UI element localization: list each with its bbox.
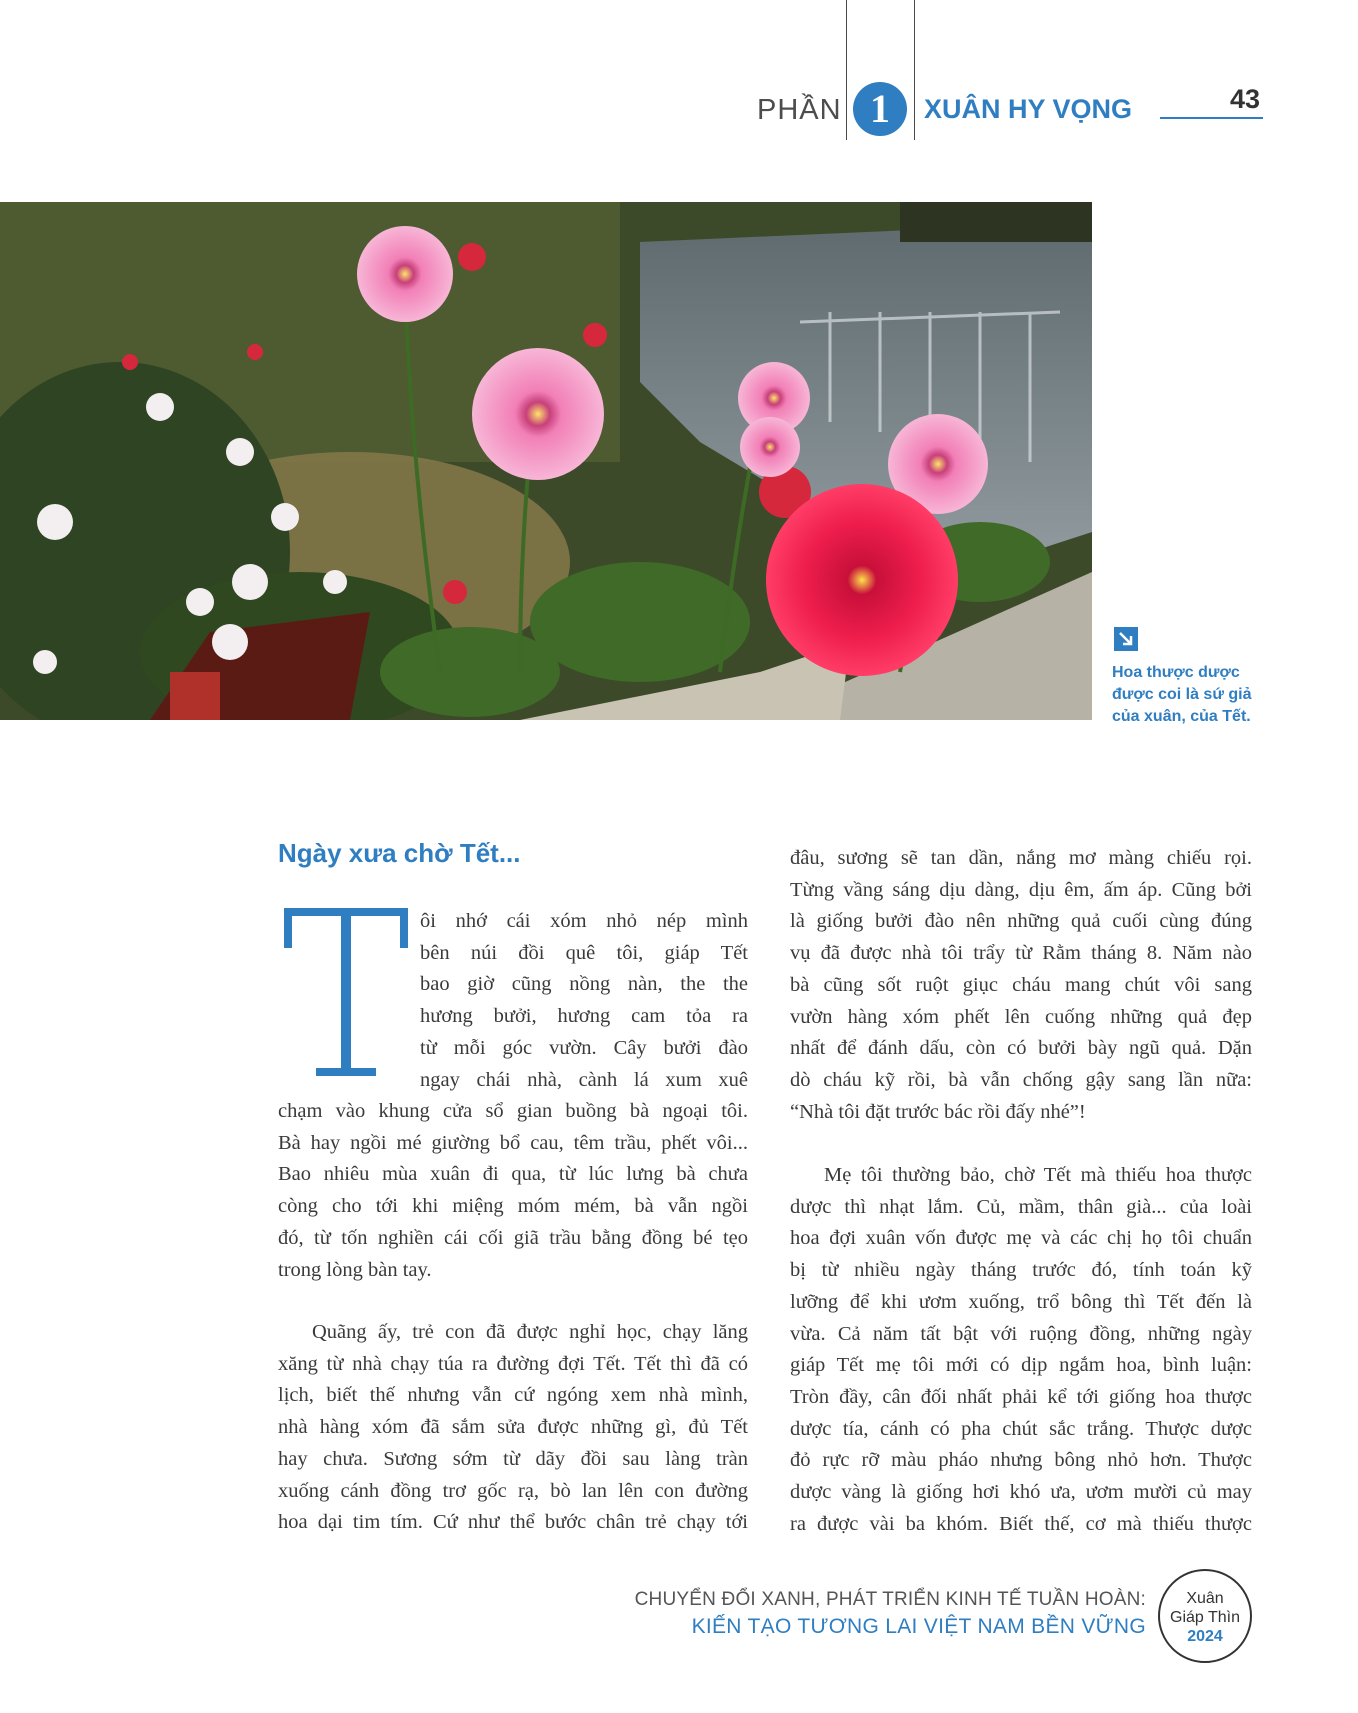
caption-line: của xuân, của Tết. (1112, 708, 1251, 725)
page-number: 43 (1230, 84, 1261, 114)
footer-title: KIẾN TẠO TƯƠNG LAI VIỆT NAM BỀN VỮNG (691, 1615, 1146, 1638)
part-number-badge: 1 (853, 82, 907, 136)
text-line: dược vàng là giống hơi khó ưa, ươm mười củ may (790, 1481, 1252, 1504)
column-a-dropcap-lines (420, 906, 748, 1096)
column-b-paragraph-2 (790, 1160, 1252, 1540)
part-label: PHẦN (757, 94, 842, 126)
text-line: xuống cánh đồng trơ gốc rạ, bò lan lên con đường (278, 1479, 748, 1502)
issue-badge (1158, 1569, 1252, 1663)
header-divider-right (914, 0, 915, 140)
column-b-paragraph-1 (790, 843, 1252, 1128)
text-line: vụ đã được nhà tôi trẩy từ Rằm tháng 8. Năm nào (790, 942, 1252, 965)
section-title: XUÂN HY VỌNG (924, 94, 1133, 124)
text-line: dược thì nhạt lắm. Củ, mầm, thân già... của loài (790, 1195, 1252, 1218)
badge-line-1: Xuân (1186, 1590, 1224, 1607)
text-line: hay chưa. Sương sớm từ dãy đồi sau làng tràn (278, 1447, 748, 1470)
text-line: Tròn đầy, cân đối nhất phải kể tới giống hoa thược (790, 1385, 1252, 1408)
arrow-down-right-icon (1114, 627, 1138, 651)
text-line: còng cho tới khi miệng móm mém, bà vẫn ngồi (278, 1195, 748, 1218)
text-line: lịch, biết thế nhưng vẫn cứ ngóng xem nhà mình, (278, 1384, 748, 1407)
text-line: bao giờ cũng nồng nàn, the the (420, 973, 748, 996)
text-line: “Nhà tôi đặt trước bác rồi đấy nhé”! (790, 1100, 1086, 1123)
text-line: bà cũng sốt ruột giục cháu mang chút vôi sang (790, 973, 1252, 996)
text-line: hoa đợi xuân vốn được mẹ và các chị họ tôi chuẩn (790, 1227, 1252, 1250)
text-line: giáp Tết mẹ tôi mới có dịp ngắm hoa, bình luận: (790, 1354, 1252, 1377)
text-line: vừa. Cả năm tất bật với ruộng đồng, những ngày (790, 1322, 1252, 1345)
text-line: dò cháu kỹ rồi, bà vẫn chống gậy sang lần nữa: (790, 1068, 1252, 1091)
caption-line: được coi là sứ giả (1112, 686, 1252, 703)
text-line: trong lòng bàn tay. (278, 1258, 432, 1281)
text-line: là giống bưởi đào nên những quả cuối cùng đúng (790, 910, 1252, 933)
text-line: ôi nhớ cái xóm nhỏ nép mình (420, 910, 748, 932)
text-line: lưỡng để khi ươm xuống, trổ bông thì Tết đến là (790, 1290, 1252, 1313)
caption-line: Hoa thược dược (1112, 664, 1240, 681)
text-line: bị từ nhiều ngày tháng trước đó, tính toán kỹ (790, 1259, 1252, 1282)
text-line: nhà hàng xóm đã sắm sửa được những gì, đủ Tết (278, 1416, 748, 1439)
header-rule (1160, 117, 1263, 119)
text-line: hoa dại tim tím. Cứ như thể bước chân trẻ chạy tới (278, 1511, 748, 1534)
badge-year: 2024 (1187, 1628, 1223, 1645)
text-line: nhất để đánh dấu, còn có bưởi bày ngũ quả. Dặn (790, 1037, 1252, 1060)
text-line: bên núi đồi quê tôi, giáp Tết (420, 941, 748, 964)
header-divider-left (846, 0, 847, 140)
text-line: Bao nhiêu mùa xuân đi qua, từ lúc lưng bà chưa (278, 1163, 748, 1186)
text-line: Từng vầng sáng dịu dàng, dịu êm, ấm áp. Cũng bởi (790, 878, 1252, 901)
photo-caption (1112, 662, 1272, 728)
text-line: chạm vào khung cửa sổ gian buồng bà ngoại tôi. (278, 1100, 748, 1122)
text-line: từ mỗi góc vườn. Cây bưởi đào (420, 1036, 748, 1059)
dahlia-garden-photo (0, 202, 1092, 720)
text-line: vườn hàng xóm phết lên cuống những quả đẹp (790, 1005, 1252, 1028)
text-line: hương bưởi, hương cam tỏa ra (420, 1005, 748, 1028)
text-line: xăng từ nhà chạy túa ra đường đợi Tết. Tết thì đã có (278, 1352, 748, 1375)
text-line: Mẹ tôi thường bảo, chờ Tết mà thiếu hoa thược (824, 1164, 1252, 1186)
dropcap-letter (278, 896, 418, 1086)
text-line: đâu, sương sẽ tan dần, nắng mơ màng chiếu rọi. (790, 847, 1252, 869)
footer-tagline: CHUYỂN ĐỔI XANH, PHÁT TRIỂN KINH TẾ TUẦN HOÀN: (634, 1589, 1146, 1610)
column-a-paragraph-1 (278, 1096, 748, 1286)
text-line: Bà hay ngồi mé giường bổ cau, têm trầu, phết vôi... (278, 1131, 748, 1154)
text-line: ra được vài ba khóm. Biết thế, cơ mà thiếu thược (790, 1512, 1252, 1535)
text-line: đỏ rực rỡ màu pháo nhưng bông nhỏ hơn. Thược (790, 1449, 1252, 1472)
badge-line-2: Giáp Thìn (1170, 1609, 1240, 1626)
text-line: Quãng ấy, trẻ con đã được nghỉ học, chạy lăng (312, 1321, 748, 1343)
text-line: ngay chái nhà, cành lá xum xuê (420, 1068, 748, 1091)
text-line: dược tía, cánh có pha chút sắc trắng. Thược dược (790, 1417, 1252, 1440)
article-heading: Ngày xưa chờ Tết... (278, 838, 521, 868)
text-line: đó, từ tốn nghiền cái cối giã trầu bằng đồng bé tẹo (278, 1226, 748, 1249)
column-a-paragraph-2 (278, 1317, 748, 1539)
